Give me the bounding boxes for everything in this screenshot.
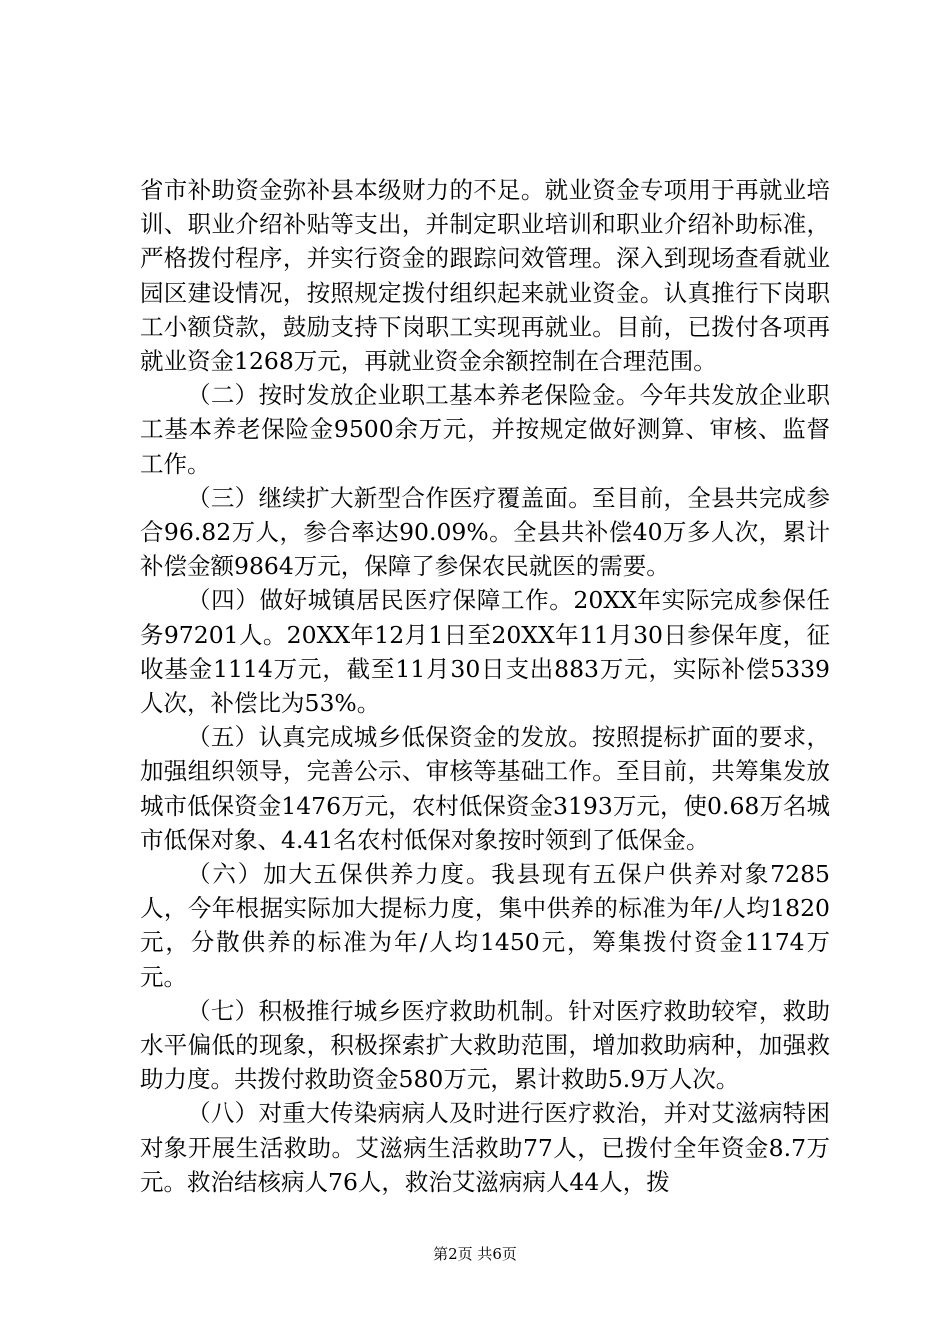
paragraph-8: （八）对重大传染病病人及时进行医疗救治，并对艾滋病特困对象开展生活救助。艾滋病生活救助77人，已拨付全年资金8.7万元。救治结核病人76人，救治艾滋病病人44人，拨 (140, 1099, 830, 1196)
page-footer (0, 1244, 950, 1264)
paragraph-7: （七）积极推行城乡医疗救助机制。针对医疗救助较窄，救助水平偏低的现象，积极探索扩大救助范围，增加救助病种，加强救助力度。共拨付救助资金580万元，累计救助5.9万人次。 (140, 996, 830, 1094)
page-number-label: 第2页 共6页 (433, 1245, 517, 1263)
paragraph-4: （四）做好城镇居民医疗保障工作。20XX年实际完成参保任务97201人。20XX年12月1日至20XX年11月30日参保年度，征收基金1114万元，截至11月30日支出883万元，实际补偿5339人次，补偿比为53%。 (140, 586, 830, 718)
paragraph-5: （五）认真完成城乡低保资金的发放。按照提标扩面的要求，加强组织领导，完善公示、审核等基础工作。至目前，共筹集发放城市低保资金1476万元，农村低保资金3193万元，使0.68万名城市低保对象、4.41名农村低保对象按时领到了低保金。 (140, 723, 830, 854)
paragraph-1: 省市补助资金弥补县本级财力的不足。就业资金专项用于再就业培训、职业介绍补贴等支出，并制定职业培训和职业介绍补助标准，严格拨付程序，并实行资金的跟踪问效管理。深入到现场查看就业园区建设情况，按照规定拨付组织起来就业资金。认真推行下岗职工小额贷款，鼓励支持下岗职工实现再就业。目前，已拨付各项再就业资金1268万元，再就业资金余额控制在合理范围。 (140, 176, 830, 376)
document-body (140, 173, 830, 1199)
paragraph-2: （二）按时发放企业职工基本养老保险金。今年共发放企业职工基本养老保险金9500余万元，并按规定做好测算、审核、监督工作。 (140, 381, 830, 478)
paragraph-6: （六）加大五保供养力度。我县现有五保户供养对象7285人，今年根据实际加大提标力度，集中供养的标准为年/人均1820元，分散供养的标准为年/人均1450元，筹集拨付资金1174万元。 (140, 860, 830, 991)
paragraph-3: （三）继续扩大新型合作医疗覆盖面。至目前，全县共完成参合96.82万人，参合率达90.09%。全县共补偿40万多人次，累计补偿金额9864万元，保障了参保农民就医的需要。 (140, 483, 830, 581)
